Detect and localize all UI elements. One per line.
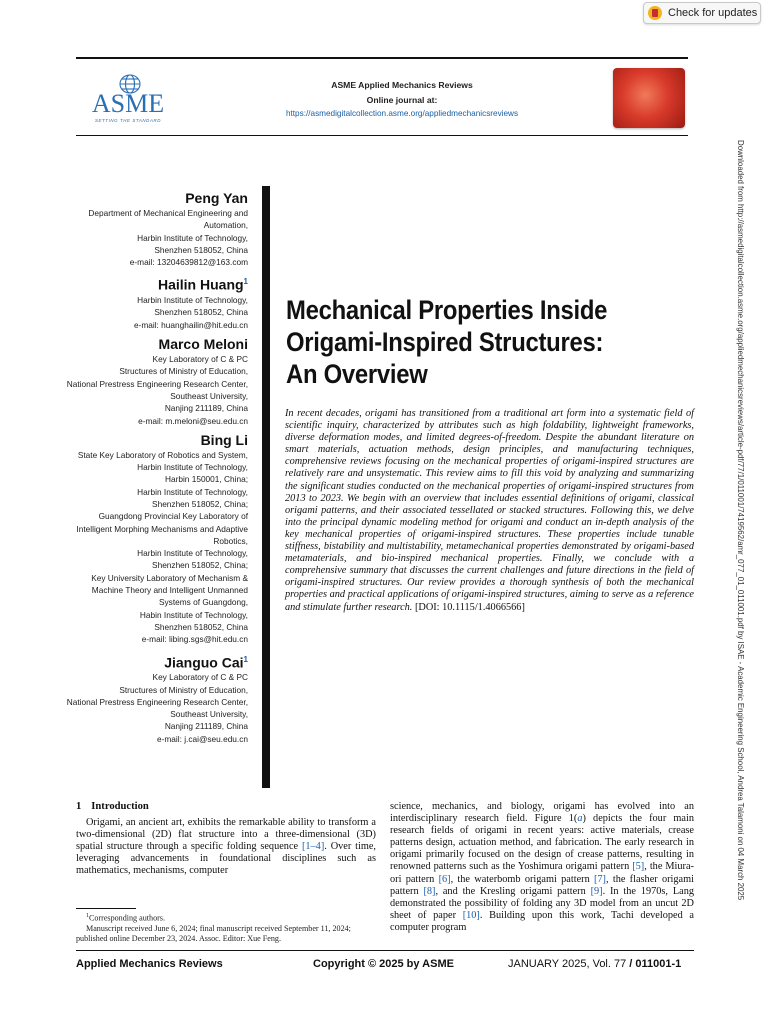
journal-name: ASME Applied Mechanics Reviews	[331, 80, 473, 90]
author-affiliation-line: Nanjing 211189, China	[164, 721, 248, 732]
author-affiliation-line: Shenzhen 518052, China;	[152, 499, 248, 509]
title-line: An Overview	[286, 359, 428, 389]
author-name	[48, 651, 248, 672]
corresponding-author-marker[interactable]: 1	[243, 654, 248, 664]
body-column-right	[390, 801, 694, 934]
section-title: Introduction	[91, 801, 149, 812]
author-affiliation-line: Structures of Ministry of Education,	[119, 366, 248, 377]
title-line: Mechanical Properties Inside	[286, 295, 608, 325]
asme-logo	[78, 68, 178, 124]
footer-journal-name: Applied Mechanics Reviews	[76, 958, 223, 970]
author-email[interactable]: e-mail: 13204639812@163.com	[129, 257, 248, 268]
footnote-marker: 1	[86, 913, 89, 919]
author-affiliation-line: Harbin Institute of Technology,	[137, 548, 248, 559]
author-block	[48, 651, 248, 745]
authors-column	[48, 185, 248, 745]
citation-link[interactable]: [9]	[590, 885, 603, 897]
doi-link[interactable]: [DOI: 10.1115/1.4066566]	[414, 601, 525, 613]
abstract	[285, 408, 694, 614]
paragraph-text: , and the Kresling origami pattern	[435, 885, 591, 897]
author-affiliation-line: Intelligent Morphing Mechanisms and Adaptive	[76, 523, 248, 534]
paragraph-text: . Building upon this work, Tachi developed a computer program	[390, 909, 694, 933]
author-block	[48, 190, 248, 268]
footnote-manuscript: Manuscript received June 6, 2024; final manuscript received September 11, 2024; published online December 23, 2024. Assoc. Editor: Xue Feng.	[76, 923, 351, 944]
citation-link[interactable]: [8]	[423, 885, 436, 897]
author-affiliation-line: National Prestress Engineering Research Center,	[66, 378, 248, 389]
footnote	[76, 911, 376, 944]
author-name-text: Marco Meloni	[158, 336, 248, 353]
check-for-updates-button[interactable]	[643, 2, 761, 24]
paragraph-text: , the waterbomb origami pattern	[450, 873, 594, 885]
author-block	[48, 336, 248, 427]
author-affiliation-line: Systems of Guangdong,	[158, 597, 248, 608]
author-affiliation-line: Shenzhen 518052, China;	[152, 560, 248, 571]
header-rule-top	[76, 57, 688, 59]
abstract-text: In recent decades, origami has transitioned from a traditional art form into a systematic field of scientific inquiry, characterized by attributes such as high foldability, lightweight frameworks, diverse deformation modes, and limited degrees-of-freedom. Despite the abundant literature on smart materials, actuation methods, design principles, and manufacturing techniques, comprehensive reviews focusing on the mechanical properties of origami-inspired structures are relatively rare and unsystematic. This review aims to fill this void by analyzing and summarizing the significant studies conducted on the mechanical properties of origami-inspired structures from 2013 to 2023. We begin with an overview that includes essential definitions of origami, classical origami patterns, and their associated tessellated or stacked structures. Following this, we delve into the principal dynamic modeling method for origami and conduct an in-depth analysis of the key mechanical properties of origami-inspired structures. These properties include tunable stiffness, bistability and multistability, metamechanical properties demonstrated by origami-based metamaterials, and bio-inspired mechanical properties. Finally, we conclude with a comprehensive summary that discusses the current challenges and future directions in the field of origami-inspired structures. Our review provides a thorough synthesis of both the mechanical properties and practical applications of origami-inspired structures, aiming to serve as a reference and stimulate further research.	[285, 408, 694, 613]
author-email[interactable]: e-mail: m.meloni@seu.edu.cn	[138, 415, 248, 426]
citation-link[interactable]: [6]	[438, 873, 451, 885]
author-affiliation-line: National Prestress Engineering Research Center,	[66, 696, 248, 707]
author-affiliation-line: Shenzhen 518052, China	[154, 307, 248, 318]
title-bar-divider	[262, 186, 270, 788]
author-affiliation-line: Harbin 150001, China;	[164, 474, 248, 485]
author-name-text: Peng Yan	[185, 190, 248, 206]
footnote-rule	[76, 908, 136, 909]
author-affiliation-line: Harbin Institute of Technology,	[137, 295, 248, 306]
author-affiliation-line: Structures of Ministry of Education,	[119, 684, 248, 695]
author-email[interactable]: e-mail: huanghailin@hit.edu.cn	[133, 319, 248, 330]
author-affiliation-line: Harbin Institute of Technology,	[137, 486, 248, 497]
author-affiliation-line: Guangdong Provincial Key Laboratory of	[98, 511, 248, 522]
author-affiliation-line: Machine Theory and Intelligent Unmanned	[91, 585, 248, 596]
paragraph-text: science, mechanics, and biology, origami has evolved into an interdisciplinary research field. Figure 1(	[390, 801, 694, 825]
paragraph-text: , the flasher origami pattern	[390, 873, 694, 897]
author-affiliation-line: Habin Institute of Technology,	[139, 609, 248, 620]
author-affiliation-line: Harbin Institute of Technology,	[137, 232, 248, 243]
footer-issue	[508, 958, 681, 970]
author-affiliation-line: State Key Laboratory of Robotics and System,	[77, 449, 248, 460]
author-name	[48, 190, 248, 207]
author-affiliation-line: Robotics,	[213, 535, 248, 546]
logo-tagline: SETTING THE STANDARD	[94, 118, 162, 123]
citation-link[interactable]: [10]	[462, 909, 480, 921]
paragraph-text: . Over time, leveraging advancements in foundational disciplines such as mathematics, mechanisms, computer	[76, 841, 376, 877]
citation-link[interactable]: [1–4]	[301, 841, 325, 853]
check-for-updates-label: Check for updates	[668, 7, 758, 19]
paragraph-text: , the Miura-ori pattern	[390, 861, 694, 885]
author-affiliation-line: Automation,	[203, 220, 248, 231]
author-affiliation-line: Nanjing 211189, China	[164, 403, 248, 414]
journal-url-link[interactable]: https://asmedigitalcollection.asme.org/appliedmechanicsreviews	[285, 109, 519, 118]
crossmark-icon	[648, 6, 662, 20]
logo-wordmark: ASME	[91, 89, 165, 118]
paragraph-text: . In the 1970s, Lang demonstrated the possibility of folding any 3D model from an uncut 2D sheet of paper	[390, 885, 694, 921]
author-name	[48, 336, 248, 353]
author-name-text: Hailin Huang	[157, 277, 244, 294]
footer-copyright: Copyright © 2025 by ASME	[313, 958, 454, 970]
body-column-left	[76, 801, 376, 878]
author-email[interactable]: e-mail: libing.sgs@hit.edu.cn	[141, 634, 248, 645]
footnote-text: Corresponding authors.	[89, 913, 165, 923]
author-affiliation-line: Southeast University,	[170, 390, 248, 401]
author-block	[48, 273, 248, 331]
header-rule-bottom	[76, 135, 688, 136]
title-line: Origami-Inspired Structures:	[286, 327, 604, 357]
footer-article-number: 011001-1	[635, 958, 682, 970]
figure-link[interactable]: a	[577, 813, 583, 825]
author-affiliation-line: Shenzhen 518052, China	[154, 244, 248, 255]
author-affiliation-line: Key Laboratory of C & PC	[152, 354, 248, 365]
section-heading	[76, 801, 376, 813]
intro-paragraph-continued	[390, 801, 694, 934]
footer-issue-text: JANUARY 2025, Vol. 77	[508, 958, 627, 970]
author-affiliation-line: Harbin Institute of Technology,	[137, 462, 248, 473]
author-name	[48, 432, 248, 449]
corresponding-author-marker[interactable]: 1	[243, 277, 248, 287]
author-name	[48, 273, 248, 294]
journal-cover-image	[613, 68, 685, 128]
footnote-corresponding	[76, 911, 376, 924]
citation-link[interactable]: [5]	[632, 861, 645, 873]
author-affiliation-line: Southeast University,	[170, 709, 248, 720]
author-name-text: Jianguo Cai	[164, 654, 244, 671]
author-email[interactable]: e-mail: j.cai@seu.edu.cn	[157, 733, 248, 744]
citation-link[interactable]: [7]	[593, 873, 606, 885]
download-watermark	[733, 140, 745, 1000]
footer-separator: /	[629, 958, 633, 970]
author-name-text: Bing Li	[200, 431, 248, 448]
intro-paragraph	[76, 817, 376, 877]
section-number: 1	[76, 801, 82, 812]
journal-online-label: Online journal at:	[366, 95, 438, 105]
footer-rule	[76, 950, 694, 951]
author-affiliation-line: Shenzhen 518052, China	[154, 621, 248, 632]
author-affiliation-line: Department of Mechanical Engineering and	[88, 208, 248, 218]
download-watermark-text: Downloaded from http://asmedigitalcollection.asme.org/appliedmechanicsreviews/article-pdf/77/1/011001/7419562/amr_077_01_011001.pdf by ISAE - Academic Engineering School, Andrea Talamoni on 04 March 2025	[736, 140, 745, 901]
paragraph-text: Origami, an ancient art, exhibits the remarkable ability to transform a two-dimensional (2D) flat structure into a three-dimensional (3D) spatial structure through a specific folding sequence	[76, 817, 376, 853]
paragraph-text: ) depicts the four main research fields of origami in recent years: active materials, crease patterns design, actuation method, and fabrication. The early research in origami primarily focused on the design of crease patterns, resulting in renowned patterns such as the Yoshimura origami pattern	[390, 813, 695, 873]
article-title	[286, 294, 664, 390]
author-affiliation-line: Key University Laboratory of Mechanism &	[91, 572, 248, 583]
author-affiliation-line: Key Laboratory of C & PC	[152, 672, 248, 683]
author-block	[48, 432, 248, 646]
